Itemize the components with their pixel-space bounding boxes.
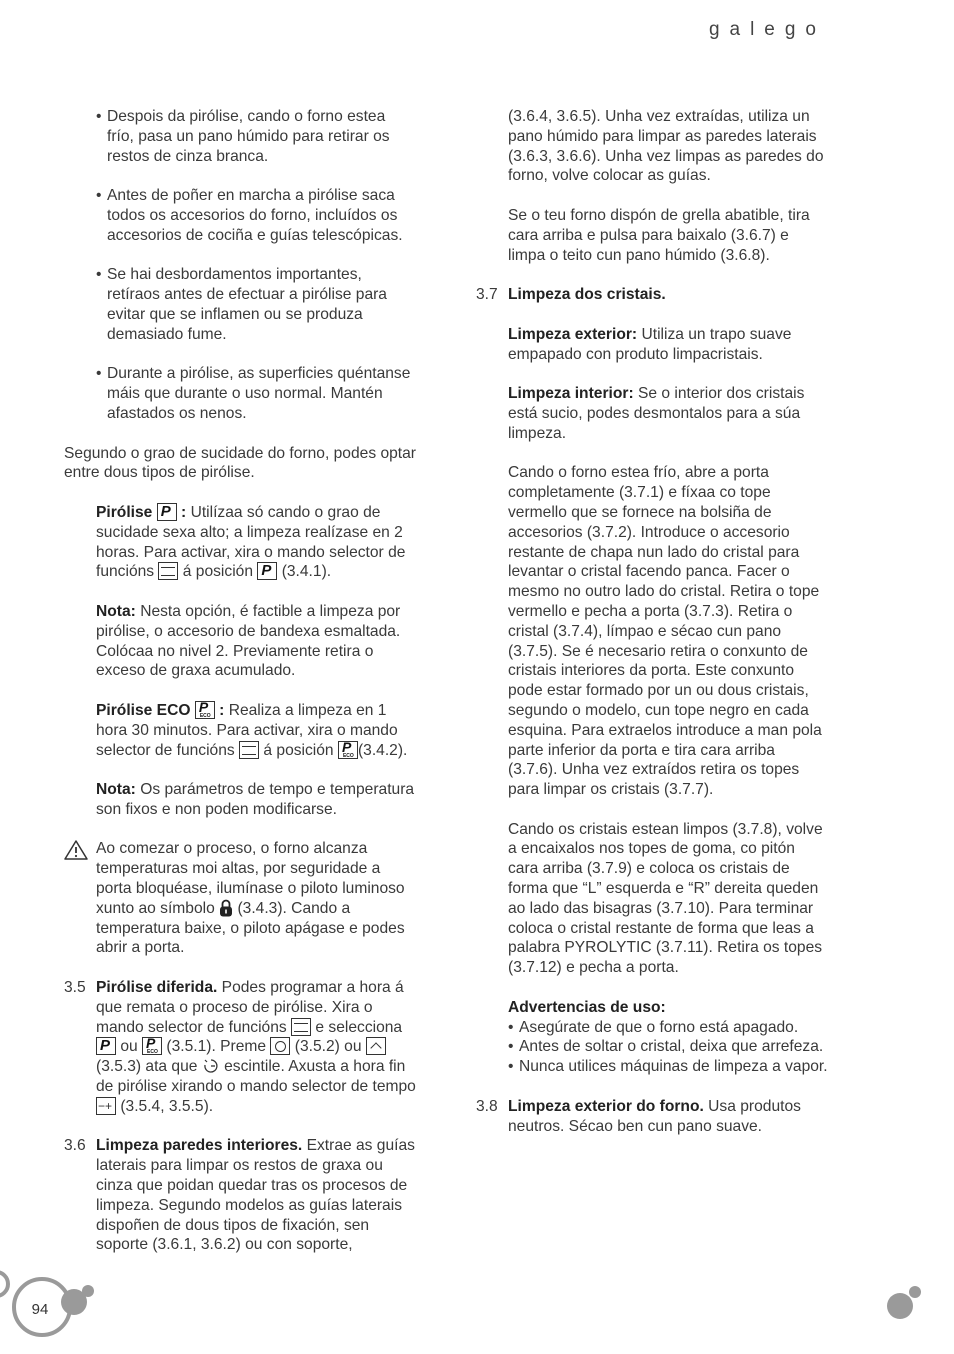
paragraph: (3.6.4, 3.6.5). Unha vez extraídas, utiliza un pano húmido para limpar as paredes laterais (3.6.3, 3.6.6). Unha vez limpas as paredes do forno, volve colocar as guías. [508, 108, 824, 185]
lock-icon [219, 899, 233, 917]
warnings-title: Advertencias de uso: [508, 998, 666, 1016]
bullet-item: • Se hai desbordamentos importantes, retíraos antes de efectuar a pirólise para evitar que se inflamen ou se produza demasiado fume. [96, 266, 387, 343]
warning-item: • Asegúrate de que o forno está apagado. [508, 1018, 799, 1036]
pyrolysis-eco-paragraph: Pirólise ECO ECO P : Realiza a limpeza en 1 hora 30 minutos. Para activar, xira o mando selector de funcións á posición ECO P (3.4.2). [64, 701, 416, 760]
bullet-item: • Despois da pirólise, cando o forno estea frío, pasa un pano húmido para retirar os restos de cinza branca. [96, 108, 390, 165]
warning-item: • Nunca utilices máquinas de limpeza a vapor. [508, 1058, 828, 1076]
up-arrow-icon [366, 1037, 386, 1055]
function-selector-icon [239, 741, 259, 759]
paragraph: Cando os cristais estean limpos (3.7.8), volve a encaixalos nos topes de goma, co pitón cara arriba (3.7.9) e coloca os cristais de forma que “L” esquerda e “R” dereita queden ao lado das bisagras (3.7.10). Para terminar coloca o cristal restante de forma que leas a palabra PYROLYTIC (3.7.11). Retira os topes (3.7.12) e pecha a porta. [508, 820, 823, 977]
clock-icon [270, 1037, 290, 1055]
intro-paragraph: Segundo o grao de sucidade do forno, podes optar entre dous tipos de pirólise. [64, 444, 416, 482]
bullet-item: • Durante a pirólise, as superficies quéntanse máis que durante o uso normal. Mantén afastados os nenos. [96, 365, 411, 422]
right-column [476, 107, 828, 1136]
pyrolysis-icon [96, 1037, 116, 1055]
decorative-circles [880, 1280, 930, 1325]
interior-cleaning: Limpeza interior: Se o interior dos cristais está sucio, podes desmontalos para a súa limpeza. [508, 385, 805, 442]
pyrolysis-icon [157, 503, 177, 521]
warning-icon [63, 839, 89, 861]
bullet-item: • Antes de poñer en marcha a pirólise saca todos os accesorios do forno, incluídos os accesorios de cociña e guías telescópicas. [96, 187, 403, 244]
note-paragraph: Nota: Nesta opción, é factible a limpeza por pirólise, o accesorio de bandexa esmaltada. Colócaa no nivel 2. Previamente retira o exceso de graxa acumulado. [96, 602, 401, 680]
warning-paragraph: Ao comezar o proceso, o forno alcanza temperaturas moi altas, por seguridade a porta bloquéase, ilumínase o piloto luminoso xunto ao símbolo (3.4.3). Cando a temperatura baixe, o piloto apágase e podes abrir a porta. [64, 839, 416, 958]
function-selector-icon [158, 562, 178, 580]
pyrolysis-eco-icon [142, 1037, 162, 1055]
warning-item: • Antes de soltar o cristal, deixa que arrefeza. [508, 1038, 824, 1056]
blinking-clock-icon [202, 1057, 220, 1075]
minus-plus-icon [96, 1097, 116, 1115]
section-3-6: 3.6 Limpeza paredes interiores. Extrae as guías laterais para limpar os restos de graxa ou cinza que poidan quedar tras os procesos de limpeza. Segundo modelos as guías laterais dispoñen de dous tipos de fixación, sen soporte (3.6.1, 3.6.2) ou con soporte, [64, 1137, 415, 1254]
left-column [64, 107, 416, 1255]
section-3-8: 3.8 Limpeza exterior do forno. Usa produtos neutros. Sécao ben cun pano suave. [476, 1097, 801, 1135]
language-label: galego [708, 19, 826, 40]
section-3-7: 3.7 Limpeza dos cristais. [476, 286, 666, 304]
pyrolysis-icon [257, 562, 277, 580]
pyrolysis-eco-icon [338, 741, 358, 759]
paragraph: Cando o forno estea frío, abre a porta completamente (3.7.1) e fíxaa co tope vermello que se fornece na bolsiña de accesorios (3.7.2). Introduce o accesorio restante de chapa nun lado do cristal para levantar o cristal facendo panca. Facer o mesmo no outro lado do cristal. Retira o tope vermello e pecha a porta (3.7.3). Retira o cristal (3.7.4), límpao e sécao cun pano (3.7.5). Se é necesario retira o conxunto de cristais interiores da porta. Este conxunto pode estar formado por un ou dous cristais, segundo o modelo, cun tope negro en cada esquina. Para extraelos introduce a man pola parte inferior da porta e tira cara arriba (3.7.6). Unha vez extraídos retira os topes para limpar os cristais (3.7.7). [508, 464, 822, 799]
function-selector-icon [291, 1018, 311, 1036]
exterior-cleaning: Limpeza exterior: Utiliza un trapo suave empapado con produto limpacristais. [508, 325, 792, 363]
page-number: 94 [31, 1301, 49, 1318]
pyrolysis-eco-icon [195, 701, 215, 719]
section-3-5: 3.5 Pirólise diferida. Podes programar a hora á que remata o proceso de pirólise. Xira o mando selector de funcións e selecciona P ou ECO P (3.5.1). Preme (3.5.2) ou (3.5.3) ata que escintile. Axusta a hora fin de pirólise xirando o mando selector de tempo −+ (3.5.4, 3.5.5). [64, 978, 416, 1117]
pyrolysis-paragraph: Pirólise P : Utilízaa só cando o grao de sucidade sexa alto; a limpeza realízase en 2 horas. Para activar, xira o mando selector de funcións á posición P (3.4.1). [64, 503, 416, 582]
paragraph: Se o teu forno dispón de grella abatible, tira cara arriba e pulsa para baixalo (3.6.7) e limpa o teito cun pano húmido (3.6.8). [508, 206, 810, 264]
note-paragraph: Nota: Os parámetros de tempo e temperatura son fixos e non poden modificarse. [96, 781, 415, 818]
